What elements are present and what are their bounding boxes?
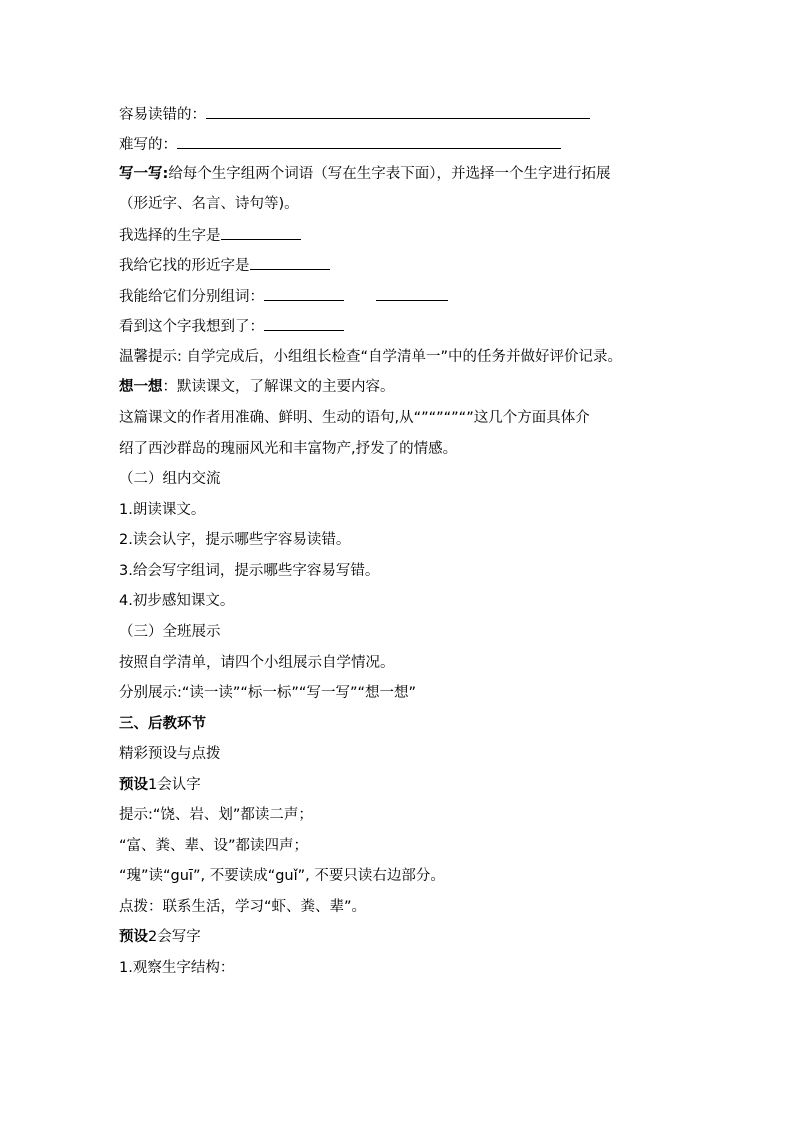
text-author: 这篇课文的作者用准确、鲜明、生动的语句,从“”“”“”“”这几个方面具体介: [119, 410, 590, 426]
preset-label: 预设: [119, 929, 148, 945]
blank-line[interactable]: [221, 225, 301, 240]
section-post-teaching: [119, 714, 206, 734]
list-item: [119, 561, 379, 581]
label-similar-char: 我给它找的形近字是: [119, 258, 250, 274]
blank-line[interactable]: [264, 286, 344, 301]
text: 精彩预设与点拨: [119, 746, 221, 762]
blank-line[interactable]: [177, 134, 561, 149]
text: 1.观察生字结构：: [119, 960, 235, 976]
section-group-exchange: [119, 469, 221, 489]
line-guidance: [119, 897, 366, 917]
line-associations: [119, 316, 344, 337]
line-hint-2: [119, 836, 308, 856]
list-item-text: 4.初步感知课文。: [119, 593, 235, 609]
label-easy-misread: 容易读错的：: [119, 107, 206, 123]
text-tip: 温馨提示: 自学完成后，小组组长检查“自学清单一”中的任务并做好评价记录。: [119, 349, 623, 365]
section-title: （二）组内交流: [119, 471, 221, 487]
text: 按照自学清单，请四个小组展示自学情况。: [119, 655, 395, 671]
line-think: [119, 377, 395, 397]
text: 点拨：联系生活，学习“虾、粪、辈”。: [119, 899, 367, 915]
text: 提示:“饶、岩、划”都读二声；: [119, 807, 313, 823]
label-associations: 看到这个字我想到了：: [119, 319, 264, 335]
section-title: 三、后教环节: [119, 716, 206, 732]
list-item: [119, 530, 350, 550]
text-think: ：默读课文，了解课文的主要内容。: [162, 379, 395, 395]
text: 分别展示:“读一读”“标一标”“写一写”“想一想”: [119, 685, 416, 701]
line-display-instruction: [119, 653, 395, 673]
line-tip: [119, 347, 622, 367]
line-author-cont: [119, 439, 457, 459]
line-hint-3: [119, 866, 445, 886]
text: “瑰”读“guī”, 不要读成“guǐ”, 不要只读右边部分。: [119, 868, 445, 884]
blank-line[interactable]: [376, 286, 448, 301]
list-item: [119, 591, 234, 611]
line-author: [119, 408, 590, 428]
text-author-cont: 绍了西沙群岛的瑰丽风光和丰富物产,抒发了的情感。: [119, 441, 458, 457]
line-display-items: [119, 683, 416, 703]
text: “富、粪、辈、设”都读四声；: [119, 838, 309, 854]
line-write-task-cont: [119, 194, 299, 214]
preset-title: 1会认字: [148, 777, 201, 793]
blank-line[interactable]: [206, 104, 590, 119]
label-chosen-char: 我选择的生字是: [119, 228, 221, 244]
line-chosen-char: [119, 225, 301, 246]
section-class-display: [119, 622, 221, 642]
line-observe: [119, 958, 234, 978]
heading-write: 写一写:: [119, 166, 169, 182]
preset-title: 2会写字: [148, 929, 201, 945]
list-item: [119, 500, 205, 520]
list-item-text: 1.朗读课文。: [119, 502, 206, 518]
label-hard-to-write: 难写的：: [119, 137, 177, 153]
text-write-task: 给每个生字组两个词语（写在生字表下面），并选择一个生字进行拓展: [168, 166, 611, 182]
text: （形近字、名言、诗句等)。: [119, 196, 299, 212]
list-item-text: 2.读会认字，提示哪些字容易读错。: [119, 532, 351, 548]
section-title: （三）全班展示: [119, 624, 221, 640]
line-write-task: [119, 164, 611, 184]
line-hint-1: [119, 805, 313, 825]
blank-line[interactable]: [264, 316, 344, 331]
line-make-words: [119, 286, 448, 307]
line-similar-char: [119, 255, 330, 276]
blank-line[interactable]: [250, 255, 330, 270]
preset-label: 预设: [119, 777, 148, 793]
line-hard-to-write: [119, 134, 561, 155]
heading-think: 想一想: [119, 379, 163, 395]
preset-2-heading: [119, 927, 201, 947]
line-easy-misread: [119, 104, 590, 125]
label-make-words: 我能给它们分别组词：: [119, 289, 264, 305]
line-presets: [119, 744, 221, 764]
list-item-text: 3.给会写字组词，提示哪些字容易写错。: [119, 563, 380, 579]
preset-1-heading: [119, 775, 201, 795]
